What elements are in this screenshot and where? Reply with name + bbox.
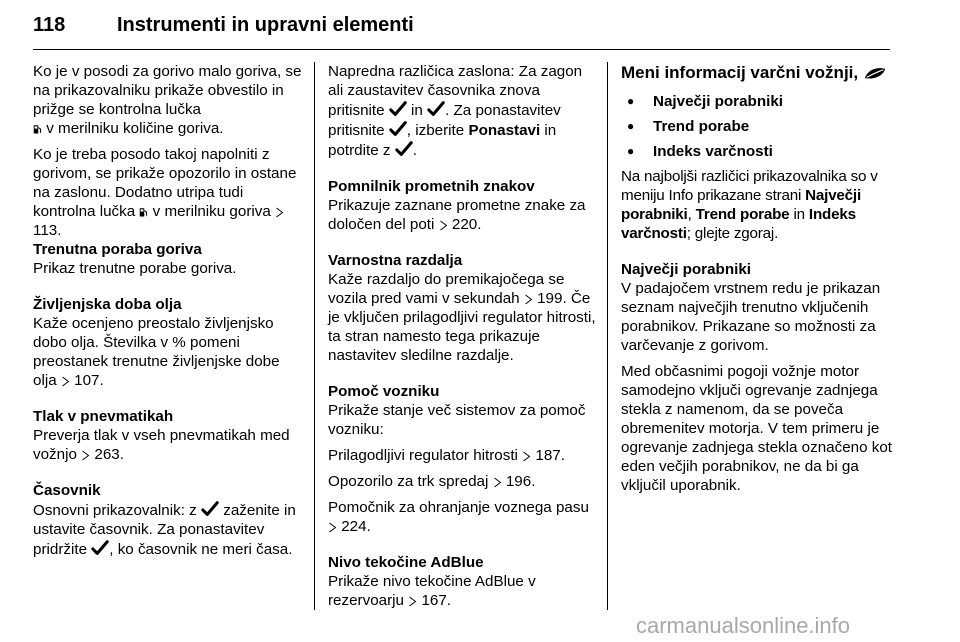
page-title: Instrumenti in upravni elementi [117,14,414,36]
checkmark-icon [395,140,413,158]
list-item: ● Trend porabe [621,117,893,136]
section-text: Osnovni prikazovalnik: z zaženite in ustavite časovnik. Za ponastavitev pridržite , ko časovnik ne meri časa. [33,502,296,558]
section-title: Življenjska doba olja [33,296,182,313]
reference-arrow-icon [522,450,531,463]
section-text: Prikaže stanje več sistemov za pomoč vozniku: [328,402,586,438]
reference-arrow-icon [61,375,70,388]
reference-arrow-icon [408,595,417,608]
column-1 [33,62,305,559]
list-item: Opozorilo za trk spredaj 196. [328,473,536,490]
reference-arrow-icon [81,449,90,462]
section-safe-distance [328,251,596,365]
list-item: ● Največji porabniki [621,92,893,111]
section-traffic-sign-memory [328,177,596,234]
column-divider [607,62,608,610]
paragraph: Ko je treba posodo takoj napolniti z gorivom, se prikaže opozorilo in ostane na zaslonu. Dodatno utripa tudi kontrolna lučka v merilniku goriva 113. [33,146,297,239]
list-item: ● Indeks varčnosti [621,142,893,161]
section-title: Tlak v pnevmatikah [33,408,174,425]
section-title: Pomnilnik prometnih znakov [328,178,535,195]
checkmark-icon [389,120,407,138]
page-header [33,14,890,50]
reference-arrow-icon [524,293,533,306]
section-text: V padajočem vrstnem redu je prikazan seznam največjih trenutno vključenih porabnikov. Prikazane so možnosti za varčevanje z gorivom. [621,280,881,354]
section-fuel-consumption [33,240,305,278]
fuel-pump-icon [33,122,42,136]
column-2 [328,62,596,610]
section-title: Največji porabniki [621,261,751,278]
section-title: Varnostna razdalja [328,252,463,269]
reference-arrow-icon [439,219,448,232]
reference-arrow-icon [493,476,502,489]
section-text: Prikaz trenutne porabe goriva. [33,260,237,277]
checkmark-icon [427,100,445,118]
bullet-list [621,92,893,161]
section-text: Prikaže nivo tekočine AdBlue v rezervoarju 167. [328,573,536,609]
column-3 [621,62,893,495]
paragraph: Na najboljši različici prikazovalnika so v meniju Info prikazane strani Največji porabniki, Trend porabe in Indeks varčnosti; glejte zgoraj. [621,168,878,242]
section-timer [33,481,305,559]
reference-arrow-icon [328,521,337,534]
checkmark-icon [91,539,109,557]
leaf-icon [863,66,887,81]
page-number: 118 [33,14,66,36]
reference-arrow-icon [275,206,284,219]
section-adblue-level [328,553,596,610]
list-item: Pomočnik za ohranjanje voznega pasu 224. [328,499,589,535]
section-heading: Meni informacij varčni vožnji, [621,62,893,83]
watermark: carmanualsonline.info [636,613,851,638]
checkmark-icon [389,100,407,118]
column-divider [314,62,315,610]
paragraph: Napredna različica zaslona: Za zagon ali zaustavitev časovnika znova pritisnite in . Za ponastavitev pritisnite , izberite Ponastavi in potrdite z . [328,63,583,159]
section-largest-consumers [621,260,893,495]
section-text: Prikazuje zaznane prometne znake za določen del poti 220. [328,197,586,233]
paragraph: Ko je v posodi za gorivo malo goriva, se na prikazovalniku prikaže obvestilo in prižge se kontrolna lučka v merilniku količine goriva. [33,63,302,137]
section-title: Časovnik [33,482,101,499]
list-item: Prilagodljivi regulator hitrosti 187. [328,447,565,464]
checkmark-icon [201,500,219,518]
section-title: Nivo tekočine AdBlue [328,554,484,571]
section-driver-assistance [328,382,596,536]
section-text: Med občasnimi pogoji vožnje motor samodejno vključi ogrevanje zadnjega stekla z namenom, da se poveča obremenitev motorja. V tem primeru je ogrevanje zadnjega stekla označeno kot eden večjih porabnikov, ne da bi ga vključil uporabnik. [621,363,893,494]
fuel-pump-icon [139,205,148,219]
section-tire-pressure [33,407,305,464]
section-oil-life [33,295,305,390]
section-text: Kaže razdaljo do premikajočega se vozila pred vami v sekundah 199. Če je vključen prilagodljivi regulator hitrosti, ta stran namesto tega prikazuje nastavitev sledilne razdalje. [328,271,596,364]
header-divider [33,49,890,50]
section-title: Trenutna poraba goriva [33,241,202,258]
section-title: Pomoč vozniku [328,383,440,400]
section-text: Kaže ocenjeno preostalo življenjsko dobo olja. Številka v % pomeni preostanek trenutne življenjske dobe olja 107. [33,315,280,389]
section-text: Preverja tlak v vseh pnevmatikah med vožnjo 263. [33,427,290,463]
